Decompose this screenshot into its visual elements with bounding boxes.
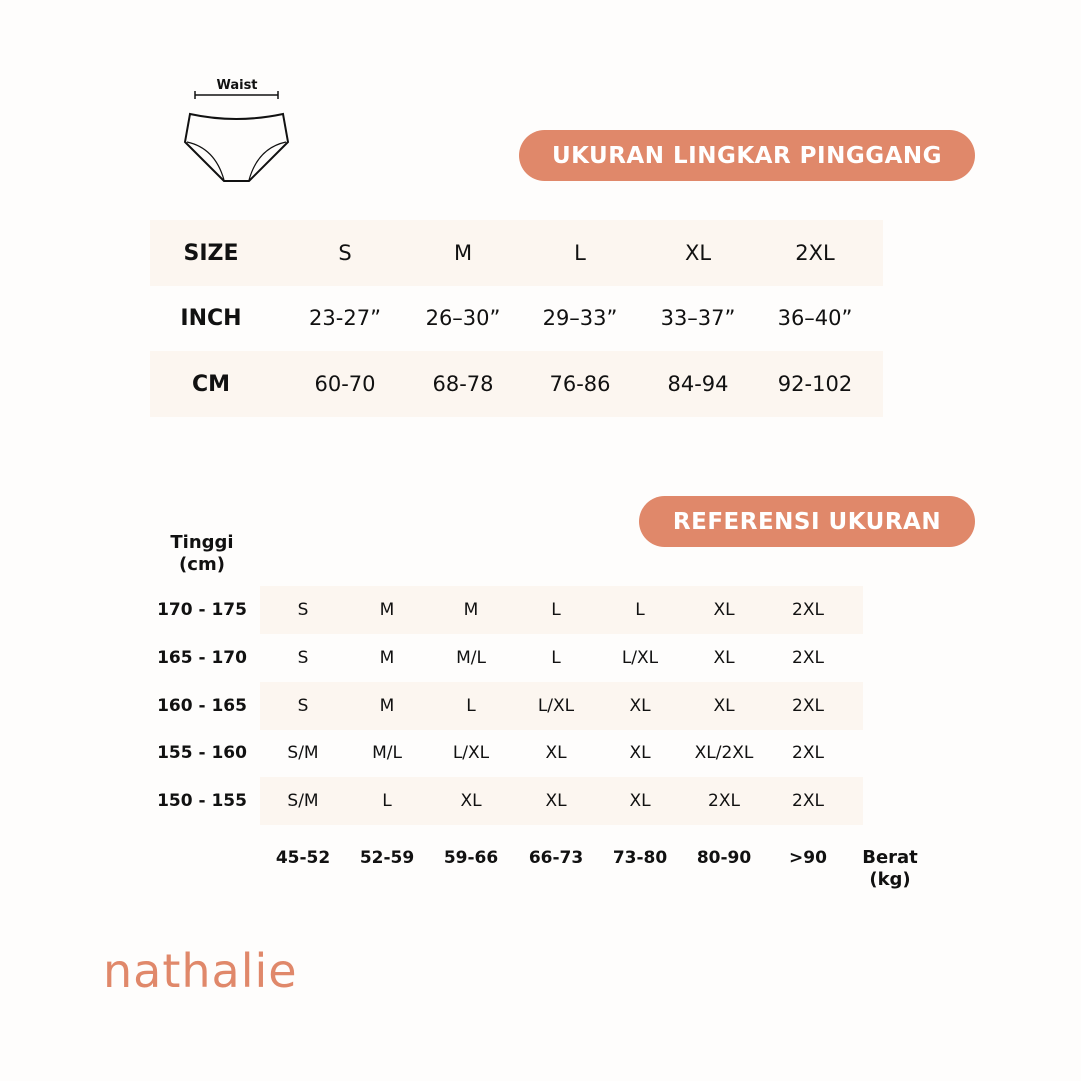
table-cell: 76-86 <box>549 372 611 396</box>
weight-range-label: 66-73 <box>528 848 584 868</box>
size-cell: XL <box>629 743 651 764</box>
table-cell: L <box>574 241 586 265</box>
weight-axis-label <box>850 847 930 891</box>
table-cell: 26–30” <box>425 306 501 330</box>
reference-table-row <box>150 634 863 682</box>
size-cell: XL <box>545 743 567 764</box>
waist-table-row <box>150 351 883 417</box>
table-cell: 92-102 <box>777 372 853 396</box>
height-range-label: 150 - 155 <box>157 791 247 812</box>
nathalie-logo: nathalie <box>103 944 298 998</box>
size-cell: S/M <box>287 743 319 764</box>
size-cell: XL/2XL <box>694 743 754 764</box>
weight-axis <box>150 845 950 871</box>
size-cell: XL <box>629 791 651 812</box>
table-cell: 2XL <box>795 241 835 265</box>
weight-range-label: 80-90 <box>696 848 752 868</box>
size-cell: 2XL <box>792 791 824 812</box>
size-cell: L/XL <box>621 647 659 668</box>
row-label: CM <box>191 371 231 397</box>
weight-range-label: 59-66 <box>443 848 499 868</box>
table-cell: 29–33” <box>542 306 618 330</box>
size-cell: L <box>635 600 645 620</box>
table-cell: S <box>338 241 352 265</box>
reference-size-title: REFERENSI UKURAN <box>639 496 975 547</box>
size-cell: L <box>382 791 392 812</box>
size-cell: M/L <box>456 647 486 668</box>
weight-range-label: 52-59 <box>359 848 415 868</box>
size-cell: 2XL <box>792 647 824 668</box>
size-cell: L <box>551 647 561 668</box>
waist-table-row <box>150 220 883 286</box>
table-cell: 36–40” <box>777 306 853 330</box>
size-cell: L <box>551 600 561 620</box>
row-label: SIZE <box>183 240 239 266</box>
height-range-label: 165 - 170 <box>157 647 247 668</box>
height-range-label: 155 - 160 <box>157 743 247 764</box>
reference-table-row <box>150 777 863 825</box>
size-cell: 2XL <box>792 695 824 716</box>
size-cell: S <box>297 600 309 620</box>
table-cell: XL <box>684 241 712 265</box>
table-cell: M <box>453 241 473 265</box>
table-cell: 60-70 <box>314 372 376 396</box>
size-cell: L/XL <box>452 743 490 764</box>
table-cell: 84-94 <box>667 372 729 396</box>
size-cell: M <box>463 600 479 620</box>
weight-unit-line: (kg) <box>869 869 911 890</box>
size-cell: XL <box>629 695 651 716</box>
row-label: INCH <box>180 305 242 331</box>
size-cell: S/M <box>287 791 319 812</box>
size-cell: 2XL <box>708 791 740 812</box>
size-cell: L <box>466 695 476 716</box>
size-cell: L/XL <box>537 695 575 716</box>
size-cell: XL <box>713 600 735 620</box>
size-cell: XL <box>713 647 735 668</box>
size-cell: 2XL <box>792 600 824 620</box>
waist-size-title: UKURAN LINGKAR PINGGANG <box>519 130 975 181</box>
size-cell: 2XL <box>792 743 824 764</box>
briefs-icon <box>180 90 295 185</box>
reference-table-row <box>150 586 863 634</box>
reference-table-row <box>150 729 863 777</box>
weight-range-label: >90 <box>789 848 827 868</box>
height-label-line: Tinggi <box>170 532 234 553</box>
size-cell: XL <box>460 791 482 812</box>
size-cell: M/L <box>372 743 402 764</box>
height-range-label: 160 - 165 <box>157 695 247 716</box>
size-cell: M <box>379 695 395 716</box>
size-cell: S <box>297 695 309 716</box>
weight-range-label: 45-52 <box>275 848 331 868</box>
height-unit-line: (cm) <box>179 554 225 575</box>
size-cell: M <box>379 600 395 620</box>
size-cell: XL <box>545 791 567 812</box>
waist-table-row <box>150 285 883 351</box>
height-range-label: 170 - 175 <box>157 600 247 620</box>
waist-label: Waist <box>216 78 258 93</box>
size-cell: XL <box>713 695 735 716</box>
weight-range-label: 73-80 <box>612 848 668 868</box>
reference-table-row <box>150 682 863 730</box>
size-cell: M <box>379 647 395 668</box>
table-cell: 33–37” <box>660 306 736 330</box>
size-cell: S <box>297 647 309 668</box>
table-cell: 23-27” <box>309 306 381 330</box>
table-cell: 68-78 <box>432 372 494 396</box>
weight-label-line: Berat <box>862 847 918 868</box>
height-axis-label <box>150 532 254 576</box>
